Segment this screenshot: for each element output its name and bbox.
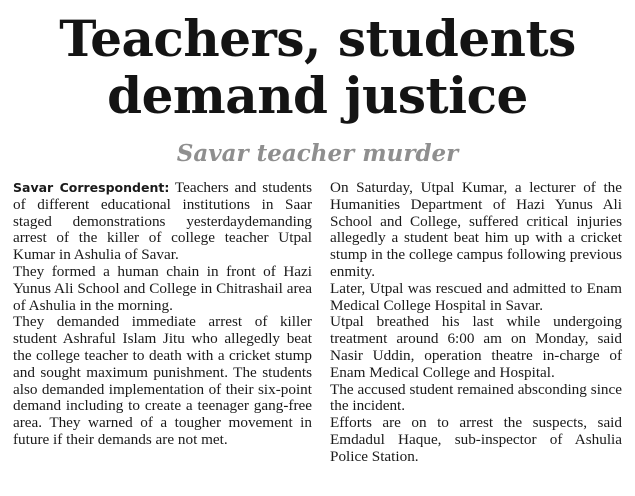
paragraph: They formed a human chain in front of Hazi Yunus Ali School and College in Chitrashail area of Ashulia in the morning. [13, 262, 312, 314]
byline: Savar Correspondent: [13, 180, 170, 195]
paragraph-text: Teachers and students of different educational institutions in Saar staged demonstrations yesterdaydemanding arrest of the killer of college teacher Utpal Kumar in Ashulia of Savar. [13, 179, 313, 264]
paragraph: The accused student remained absconding since the incident. [330, 380, 622, 415]
paragraph: Utpal breathed his last while undergoing treatment around 6:00 am on Monday, said Nasir Uddin, operation theatre in-charge of Enam Medical College and Hospital. [330, 313, 622, 381]
headline [0, 10, 635, 124]
headline-line-1: Teachers, students [59, 9, 576, 68]
article-column-right [330, 180, 622, 466]
paragraph: On Saturday, Utpal Kumar, a lecturer of the Humanities Department of Hazi Yunus Ali School and College, suffered critical injuries allegedly a student beat him up with a cricket stump in the college campus following previous enmity. [330, 179, 622, 280]
paragraph: Later, Utpal was rescued and admitted to Enam Medical College Hospital in Savar. [330, 279, 622, 314]
paragraph: Efforts are on to arrest the suspects, said Emdadul Haque, sub-inspector of Ashulia Police Station. [330, 414, 622, 465]
paragraph [13, 180, 312, 264]
subheadline: Savar teacher murder [176, 140, 459, 167]
paragraph: They demanded immediate arrest of killer student Ashraful Islam Jitu who allegedly beat the college teacher to death with a cricket stump and sought maximum punishment. The students also demanded implementation of their six-point demand including to create a teenager gang-free area. They warned of a tougher movement in future if their demands are not met. [13, 313, 312, 448]
headline-line-2: demand justice [107, 66, 528, 125]
article-column-left [13, 180, 312, 449]
